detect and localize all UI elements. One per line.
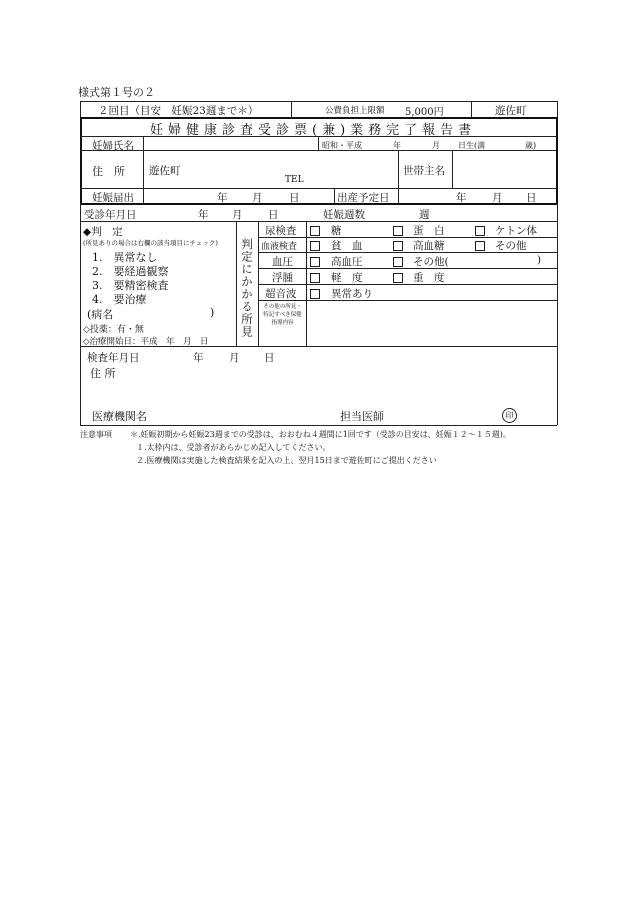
institution-address-label: 住 所 (90, 367, 116, 380)
age-label: 歳) (525, 141, 537, 150)
header-top-border (80, 101, 557, 102)
checkbox-urine-protein[interactable] (393, 226, 403, 236)
tel-label: TEL (285, 175, 304, 185)
judgement-option-1: 1. 異常なし (92, 251, 158, 264)
judgement-option-2: 2. 要経過観察 (92, 265, 169, 278)
seal-mark: 印 (502, 408, 517, 423)
pregnant-name-label: 妊婦氏名 (92, 140, 134, 152)
note-item-1: ＊.妊娠初期から妊娠23週までの受診は、おおむね４週間に1回です（受診の目安は、妊娠１２～１５週)。 (130, 430, 511, 439)
due-date-label: 出産予定日 (337, 192, 390, 204)
ultrasound-label: 超音波 (265, 288, 297, 300)
birth-day-label: 日生(満 (458, 141, 486, 150)
disease-name-open: (病名 (87, 308, 114, 321)
address-value: 遊佐町 (149, 165, 181, 177)
checkbox-urine-sugar[interactable] (310, 226, 320, 236)
exam-date-label: 検査年月日 (87, 352, 140, 364)
blood-pressure-label: 血圧 (272, 256, 293, 268)
judgement-note: (所見ありの場合は右欄の該当項目にチェック) (83, 239, 218, 247)
checkbox-edema-severe[interactable] (393, 273, 403, 283)
householder-label: 世帯主名 (403, 165, 445, 177)
medication-label: ◇投薬：有・無 (83, 325, 144, 335)
note-item-2: １.太枠内は、受診者があらかじめ記入してください。 (136, 443, 331, 452)
checkbox-bp-other[interactable] (393, 257, 403, 267)
institution-name-label: 医療機関名 (92, 410, 147, 423)
urine-test-label: 尿検査 (265, 225, 297, 237)
doctor-label: 担当医師 (340, 410, 384, 423)
blood-test-label: 血液検査 (261, 242, 298, 252)
disease-name-close: ) (210, 306, 215, 319)
checkbox-urine-ketone[interactable] (475, 226, 485, 236)
thick-frame-right (556, 117, 558, 205)
form-number: 様式第１号の２ (78, 86, 155, 99)
visit-number-label: ２回目（目安 妊娠23週まで＊） (98, 105, 259, 117)
checkbox-blood-hyperglycemia[interactable] (393, 241, 403, 251)
form-title: 妊婦健康診査受診票(兼)業務完了報告書 (150, 123, 477, 138)
checkbox-blood-anemia[interactable] (310, 241, 320, 251)
note-item-3: ２.医療機関は実施した検査結果を記入の上、翌月15日まで遊佐町にご提出ください (136, 456, 437, 465)
notes-heading: 注意事項 (80, 430, 112, 439)
town-label: 遊佐町 (495, 105, 527, 117)
checkbox-blood-other[interactable] (475, 241, 485, 251)
birth-era: 昭和・平成 (322, 141, 362, 150)
checkbox-hypertension[interactable] (310, 257, 320, 267)
thick-frame-bottom (80, 203, 557, 205)
checkbox-edema-mild[interactable] (310, 273, 320, 283)
address-label: 住 所 (92, 165, 125, 178)
thick-frame-left (80, 117, 82, 205)
pregnancy-report-label: 妊娠届出 (92, 192, 134, 204)
checkbox-ultrasound-abnormal[interactable] (310, 289, 320, 299)
edema-label: 浮腫 (272, 272, 293, 284)
pregnancy-weeks-label: 妊娠週数 (323, 209, 365, 221)
judgement-option-3: 3. 要精密検査 (92, 279, 169, 292)
treatment-start-label: ◇治療開始日：平成 年 月 日 (83, 337, 209, 347)
visit-date-label: 受診年月日 (84, 209, 137, 221)
judgement-option-4: 4. 要治療 (92, 293, 147, 306)
judgement-heading: ◆判 定 (83, 226, 123, 238)
other-findings-label: その他の所見・特記すべき保健指導内容 (263, 304, 302, 326)
cost-limit-value: 5,000円 (405, 107, 444, 118)
cost-limit-label: 公費負担上限額 (325, 106, 385, 116)
findings-vertical-label: 判定にかかる所見 (240, 238, 254, 338)
